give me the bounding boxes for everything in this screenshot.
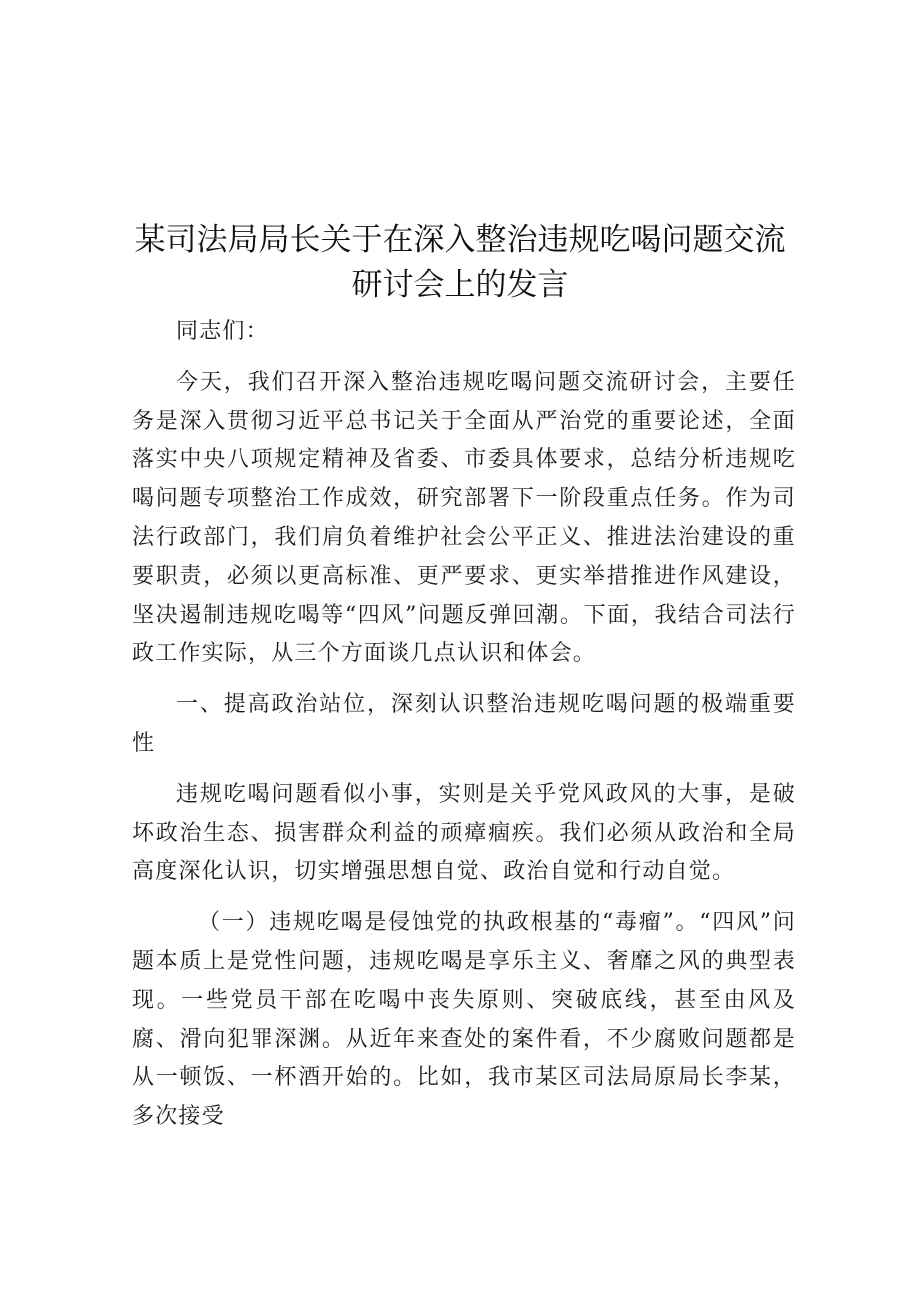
paragraph-subsection-1: （一）违规吃喝是侵蚀党的执政根基的“毒瘤”。“四风”问题本质上是党性问题，违规吃喝是享乐主义、奢靡之风的典型表现。一些党员干部在吃喝中丧失原则、突破底线，甚至由风及腐、滑向犯罪深渊。从近年来查处的案件看，不少腐败问题都是从一顿饭、一杯酒开始的。比如，我市某区司法局原局长李某，多次接受 <box>132 910 796 1130</box>
paragraph-section-1: 违规吃喝问题看似小事，实则是关乎党风政风的大事，是破坏政治生态、损害群众利益的顽瘴痼疾。我们必须从政治和全局高度深化认识，切实增强思想自觉、政治自觉和行动自觉。 <box>132 781 796 885</box>
document-title: 某司法局局长关于在深入整治违规吃喝问题交流研讨会上的发言 <box>134 222 786 303</box>
salutation: 同志们： <box>176 319 269 344</box>
section-heading-1: 一、提高政治站位，深刻认识整治违规吃喝问题的极端重要性 <box>132 692 796 756</box>
document-body <box>132 313 796 1149</box>
paragraph-intro: 今天，我们召开深入整治违规吃喝问题交流研讨会，主要任务是深入贯彻习近平总书记关于全面从严治党的重要论述，全面落实中央八项规定精神及省委、市委具体要求，总结分析违规吃喝问题专项整治工作成效，研究部署下一阶段重点任务。作为司法行政部门，我们肩负着维护社会公平正义、推进法治建设的重要职责，必须以更高标准、更严要求、更实举措推进作风建设，坚决遏制违规吃喝等“四风”问题反弹回潮。下面，我结合司法行政工作实际，从三个方面谈几点认识和体会。 <box>132 369 796 667</box>
